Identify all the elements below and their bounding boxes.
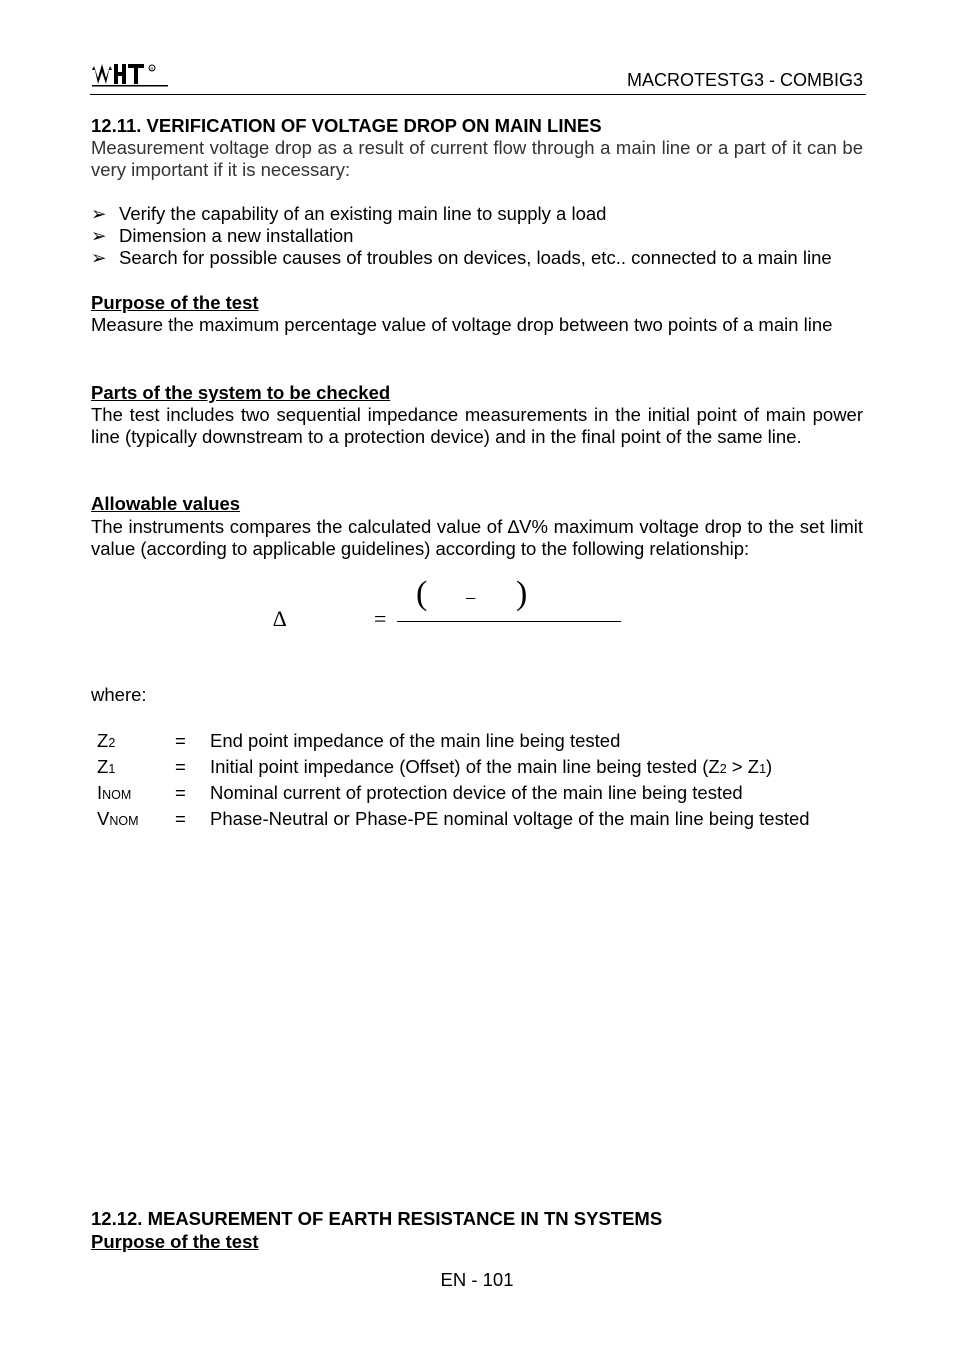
list-item — [91, 247, 832, 269]
page-number: EN - 101 — [440, 1269, 514, 1290]
list-item-text: Verify the capability of an existing main line to supply a load — [119, 203, 607, 224]
formula-close-paren: ) — [516, 575, 528, 612]
header-divider — [90, 94, 866, 95]
formula-minus: − — [465, 588, 477, 610]
parts-paragraph: The test includes two sequential impedance measurements in the initial point of main power line (typically downstream to a protection device) and in the final point of the same line. — [91, 404, 863, 447]
list-item — [91, 203, 606, 225]
document-title: MACROTESTG3 - COMBIG3 — [626, 70, 863, 90]
allowable-heading: Allowable values — [91, 493, 241, 514]
definition-text: Initial point impedance (Offset) of the main line being tested (Z2 > Z1) — [210, 756, 773, 777]
purpose-heading: Purpose of the test — [91, 292, 259, 313]
section-heading-12-12: 12.12. MEASUREMENT OF EARTH RESISTANCE IN TN SYSTEMS — [91, 1208, 663, 1229]
bullet-arrow-icon: ➢ — [91, 225, 107, 246]
ht-logo-icon — [92, 60, 172, 88]
definition-symbol: Z2 — [97, 730, 116, 751]
section-heading-12-11: 12.11. VERIFICATION OF VOLTAGE DROP ON MAIN LINES — [91, 115, 602, 136]
bullet-arrow-icon: ➢ — [91, 203, 107, 224]
where-label: where: — [91, 684, 147, 705]
definition-equals: = — [175, 808, 186, 829]
purpose-paragraph: Measure the maximum percentage value of voltage drop between two points of a main line — [91, 314, 833, 335]
bullet-arrow-icon: ➢ — [91, 247, 107, 268]
parts-heading: Parts of the system to be checked — [91, 382, 391, 403]
formula-fraction-bar — [397, 621, 621, 622]
formula-equals: = — [374, 606, 387, 631]
list-item-text: Dimension a new installation — [119, 225, 354, 246]
definition-text: Phase-Neutral or Phase-PE nominal voltage of the main line being tested — [210, 808, 810, 829]
formula-delta: ∆ — [273, 606, 287, 631]
definition-equals: = — [175, 782, 186, 803]
definition-equals: = — [175, 730, 186, 751]
purpose-heading-12-12: Purpose of the test — [91, 1231, 259, 1252]
formula-open-paren: ( — [416, 575, 428, 612]
svg-text:R: R — [150, 66, 154, 71]
definition-symbol: INOM — [97, 782, 132, 803]
definition-equals: = — [175, 756, 186, 777]
intro-paragraph: Measurement voltage drop as a result of current flow through a main line or a part of it can be very important if it is necessary: — [91, 137, 863, 180]
definition-text: End point impedance of the main line being tested — [210, 730, 621, 751]
list-item — [91, 225, 353, 247]
definition-text: Nominal current of protection device of the main line being tested — [210, 782, 743, 803]
definition-symbol: VNOM — [97, 808, 139, 829]
allowable-paragraph: The instruments compares the calculated value of ∆V% maximum voltage drop to the set limit value (according to applicable guidelines) according to the following relationship: — [91, 516, 863, 559]
list-item-text: Search for possible causes of troubles on devices, loads, etc.. connected to a main line — [119, 247, 832, 268]
definition-symbol: Z1 — [97, 756, 116, 777]
